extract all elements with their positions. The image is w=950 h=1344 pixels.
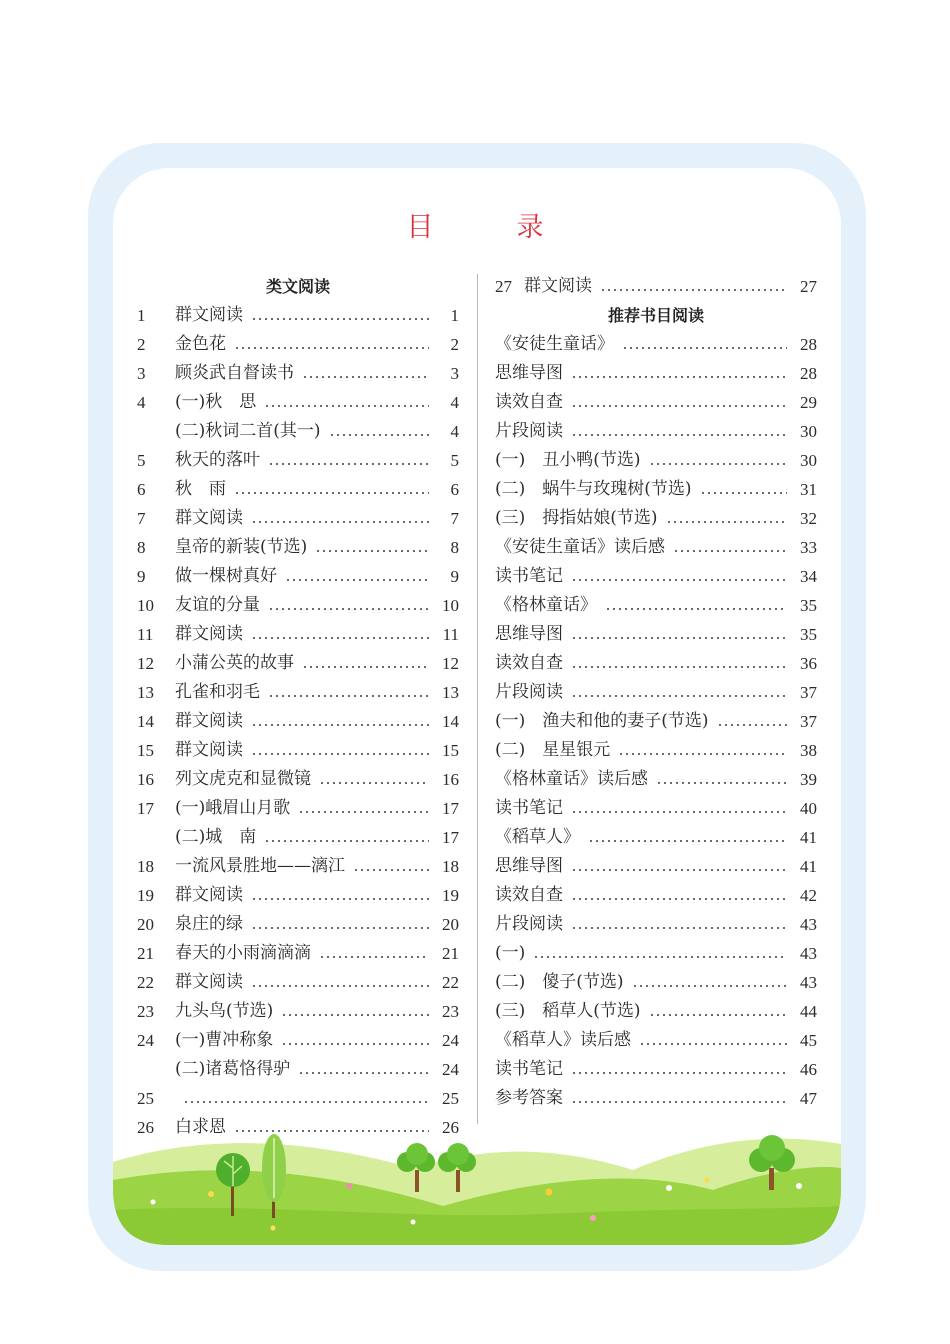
entry-page: 16 (442, 770, 459, 789)
leader-dots (302, 376, 429, 378)
entry-page: 27 (800, 277, 817, 296)
entry-page: 39 (800, 770, 817, 789)
entry-label: 列文虎克和显微镜 (175, 769, 311, 789)
toc-entry[interactable] (495, 823, 817, 852)
leader-dots (618, 753, 787, 755)
entry-page: 43 (800, 944, 817, 963)
toc-right-column (495, 272, 817, 1113)
section-heading-right: 推荐书目阅读 (607, 306, 704, 325)
leader-dots (571, 869, 787, 871)
toc-entry[interactable] (137, 446, 459, 475)
entry-label: (一) 丑小鸭(节选) (495, 450, 641, 470)
entry-number: 20 (137, 915, 154, 934)
toc-entry[interactable] (137, 997, 459, 1026)
entry-label: 群文阅读 (175, 508, 243, 528)
entry-label: 小蒲公英的故事 (175, 653, 294, 673)
toc-entry[interactable] (137, 359, 459, 388)
entry-label: 《安徒生童话》读后感 (495, 537, 665, 557)
leader-dots (315, 550, 429, 552)
entry-label: 思维导图 (495, 363, 563, 383)
leader-dots (700, 492, 787, 494)
entry-label: 九头鸟(节选) (175, 1001, 274, 1021)
leader-dots (632, 985, 787, 987)
entry-label: 群文阅读 (175, 624, 243, 644)
entry-label: 片段阅读 (495, 682, 563, 702)
entry-number: 3 (137, 364, 146, 383)
entry-page: 2 (450, 335, 459, 354)
toc-entry[interactable] (137, 910, 459, 939)
leader-dots (268, 608, 429, 610)
entry-page: 38 (800, 741, 817, 760)
entry-page: 35 (800, 625, 817, 644)
toc-entry[interactable] (137, 591, 459, 620)
leader-dots (717, 724, 787, 726)
entry-label: 秋天的落叶 (175, 450, 260, 470)
entry-number: 2 (137, 335, 146, 354)
entry-label: 秋 雨 (175, 479, 226, 499)
leader-dots (353, 869, 429, 871)
entry-number: 9 (137, 567, 146, 586)
entry-page: 9 (450, 567, 459, 586)
entry-label: 读书笔记 (495, 1059, 563, 1079)
entry-label: 群文阅读 (175, 885, 243, 905)
toc-entry[interactable] (495, 794, 817, 823)
toc-entry[interactable] (495, 533, 817, 562)
entry-label: 一流风景胜地——漓江 (175, 856, 345, 876)
leader-dots (251, 753, 429, 755)
toc-entry[interactable] (137, 707, 459, 736)
entry-number: 21 (137, 944, 154, 963)
entry-page: 4 (450, 422, 459, 441)
leader-dots (571, 898, 787, 900)
toc-entry[interactable] (137, 620, 459, 649)
leader-dots (656, 782, 787, 784)
entry-page: 23 (442, 1002, 459, 1021)
entry-page: 37 (800, 683, 817, 702)
entry-label: 读效自查 (495, 653, 563, 673)
leader-dots (268, 463, 429, 465)
entry-number: 24 (137, 1031, 154, 1050)
toc-entry[interactable] (495, 678, 817, 707)
toc-entry[interactable] (495, 910, 817, 939)
entry-page: 8 (450, 538, 459, 557)
entry-page: 26 (442, 1118, 459, 1137)
toc-entry[interactable] (495, 620, 817, 649)
entry-number: 12 (137, 654, 154, 673)
entry-label: 《格林童话》 (495, 595, 597, 615)
entry-page: 17 (442, 799, 459, 818)
entry-label: 群文阅读 (175, 305, 243, 325)
leader-dots (639, 1043, 787, 1045)
entry-number: 22 (137, 973, 154, 992)
leader-dots (571, 695, 787, 697)
column-divider (477, 274, 478, 1124)
entry-label: 孔雀和羽毛 (175, 682, 260, 702)
toc-entry[interactable] (137, 388, 459, 417)
entry-page: 22 (442, 973, 459, 992)
entry-number: 15 (137, 741, 154, 760)
toc-left-list (137, 301, 459, 1142)
entry-page: 17 (442, 828, 459, 847)
leader-dots (264, 840, 429, 842)
leader-dots (571, 811, 787, 813)
entry-number: 16 (137, 770, 154, 789)
toc-entry[interactable] (137, 823, 459, 852)
toc-entry[interactable] (137, 939, 459, 968)
entry-page: 24 (442, 1060, 459, 1079)
entry-label: (二)城 南 (175, 827, 257, 847)
toc-entry[interactable] (495, 1055, 817, 1084)
entry-label: 读效自查 (495, 392, 563, 412)
toc-entry[interactable] (495, 881, 817, 910)
entry-label: 做一棵树真好 (175, 566, 277, 586)
toc-entry[interactable] (137, 736, 459, 765)
toc-entry[interactable] (495, 388, 817, 417)
entry-page: 18 (442, 857, 459, 876)
entry-number: 27 (495, 277, 512, 296)
leader-dots (571, 434, 787, 436)
entry-page: 21 (442, 944, 459, 963)
entry-label: (二) 星星银元 (495, 740, 611, 760)
toc-entry[interactable] (137, 475, 459, 504)
leader-dots (298, 1072, 429, 1074)
toc-entry[interactable] (137, 1084, 459, 1113)
entry-label: (一) 渔夫和他的妻子(节选) (495, 711, 709, 731)
entry-label: 读效自查 (495, 885, 563, 905)
entry-page: 41 (800, 857, 817, 876)
toc-entry[interactable] (495, 997, 817, 1026)
leader-dots (571, 666, 787, 668)
toc-entry[interactable] (137, 852, 459, 881)
leader-dots (251, 724, 429, 726)
leader-dots (302, 666, 429, 668)
entry-label: (一)峨眉山月歌 (175, 798, 291, 818)
leader-dots (533, 956, 787, 958)
toc-entry[interactable] (137, 1055, 459, 1084)
leader-dots (234, 347, 429, 349)
entry-label: (二)诸葛恪得驴 (175, 1059, 291, 1079)
entry-number: 14 (137, 712, 154, 731)
entry-label: 群文阅读 (175, 740, 243, 760)
toc-right-list (495, 330, 817, 1113)
entry-page: 4 (450, 393, 459, 412)
entry-label: 片段阅读 (495, 914, 563, 934)
entry-page: 13 (442, 683, 459, 702)
leader-dots (285, 579, 429, 581)
entry-page: 35 (800, 596, 817, 615)
entry-label: 金色花 (175, 334, 226, 354)
entry-page: 20 (442, 915, 459, 934)
entry-page: 36 (800, 654, 817, 673)
entry-number: 26 (137, 1118, 154, 1137)
toc-entry[interactable] (495, 939, 817, 968)
leader-dots (571, 637, 787, 639)
entry-page: 25 (442, 1089, 459, 1108)
toc-entry[interactable] (137, 533, 459, 562)
entry-number: 25 (137, 1089, 154, 1108)
entry-page: 14 (442, 712, 459, 731)
entry-page: 30 (800, 422, 817, 441)
entry-label: (二) 蜗牛与玫瑰树(节选) (495, 479, 692, 499)
entry-label: (二)秋词二首(其一) (175, 421, 321, 441)
entry-page: 43 (800, 915, 817, 934)
toc-entry[interactable] (495, 736, 817, 765)
entry-label: 《稻草人》读后感 (495, 1030, 631, 1050)
toc-left-column (137, 272, 459, 1142)
entry-label: (二) 傻子(节选) (495, 972, 624, 992)
leader-dots (571, 376, 787, 378)
toc-entry[interactable] (137, 649, 459, 678)
entry-page: 19 (442, 886, 459, 905)
toc-entry[interactable] (137, 562, 459, 591)
leader-dots (268, 695, 429, 697)
entry-page: 5 (450, 451, 459, 470)
leader-dots (251, 318, 429, 320)
entry-number: 17 (137, 799, 154, 818)
leader-dots (281, 1014, 429, 1016)
entry-page: 28 (800, 335, 817, 354)
entry-page: 41 (800, 828, 817, 847)
toc-entry[interactable] (495, 475, 817, 504)
toc-entry[interactable] (495, 852, 817, 881)
entry-label: 皇帝的新装(节选) (175, 537, 308, 557)
leader-dots (298, 811, 429, 813)
leader-dots (571, 405, 787, 407)
toc-entry[interactable] (495, 504, 817, 533)
entry-page: 11 (442, 625, 459, 644)
page-title: 目 录 (406, 212, 572, 243)
leader-dots (234, 492, 429, 494)
entry-page: 44 (800, 1002, 817, 1021)
entry-label: 群文阅读 (175, 711, 243, 731)
entry-page: 45 (800, 1031, 817, 1050)
toc-entry[interactable] (495, 446, 817, 475)
entry-page: 46 (800, 1060, 817, 1079)
entry-label: 片段阅读 (495, 421, 563, 441)
toc-entry[interactable] (137, 1026, 459, 1055)
toc-entry[interactable] (137, 794, 459, 823)
entry-number: 11 (137, 625, 154, 644)
leader-dots (251, 985, 429, 987)
leader-dots (319, 782, 429, 784)
leader-dots (605, 608, 787, 610)
entry-label: 读书笔记 (495, 798, 563, 818)
leader-dots (251, 927, 429, 929)
toc-entry[interactable] (495, 707, 817, 736)
entry-page: 29 (800, 393, 817, 412)
leader-dots (666, 521, 787, 523)
entry-label: 春天的小雨滴滴滴 (175, 943, 311, 963)
leader-dots (571, 927, 787, 929)
leader-dots (264, 405, 429, 407)
toc-entry[interactable] (137, 301, 459, 330)
entry-label: 群文阅读 (524, 276, 592, 296)
leader-dots (251, 521, 429, 523)
entry-label: 白求恩 (175, 1117, 226, 1137)
toc-entry[interactable] (495, 591, 817, 620)
entry-page: 15 (442, 741, 459, 760)
toc-entry[interactable] (137, 765, 459, 794)
toc-entry[interactable] (495, 330, 817, 359)
leader-dots (251, 637, 429, 639)
entry-page: 7 (450, 509, 459, 528)
entry-page: 33 (800, 538, 817, 557)
entry-number: 5 (137, 451, 146, 470)
entry-page: 12 (442, 654, 459, 673)
leader-dots (622, 347, 787, 349)
entry-page: 30 (800, 451, 817, 470)
entry-page: 37 (800, 712, 817, 731)
toc-entry[interactable] (137, 417, 459, 446)
toc-entry[interactable] (495, 1026, 817, 1055)
leader-dots (571, 579, 787, 581)
leader-dots (588, 840, 787, 842)
entry-label: (一)曹冲称象 (175, 1030, 274, 1050)
entry-number: 7 (137, 509, 146, 528)
entry-number: 6 (137, 480, 146, 499)
toc-entry[interactable] (495, 649, 817, 678)
meadow-svg (113, 1110, 841, 1245)
entry-label: 思维导图 (495, 624, 563, 644)
toc-entry[interactable] (495, 765, 817, 794)
toc-entry[interactable] (137, 330, 459, 359)
toc-entry[interactable] (137, 968, 459, 997)
entry-label: 《安徒生童话》 (495, 334, 614, 354)
entry-page: 40 (800, 799, 817, 818)
leader-dots (571, 1101, 787, 1103)
entry-page: 32 (800, 509, 817, 528)
entry-number: 18 (137, 857, 154, 876)
entry-label: (三) 拇指姑娘(节选) (495, 508, 658, 528)
leader-dots (329, 434, 429, 436)
entry-label: 泉庄的绿 (175, 914, 243, 934)
leader-dots (571, 1072, 787, 1074)
entry-page: 24 (442, 1031, 459, 1050)
toc-entry[interactable] (495, 968, 817, 997)
entry-label: 《稻草人》 (495, 827, 580, 847)
entry-page: 10 (442, 596, 459, 615)
toc-entry[interactable] (137, 678, 459, 707)
leader-dots (673, 550, 787, 552)
entry-label: 《格林童话》读后感 (495, 769, 648, 789)
entry-page: 3 (450, 364, 459, 383)
leader-dots (281, 1043, 429, 1045)
leader-dots (649, 463, 787, 465)
section-heading-left: 类文阅读 (265, 277, 330, 296)
toc-entry[interactable] (495, 562, 817, 591)
entry-number: 23 (137, 1002, 154, 1021)
entry-number: 4 (137, 393, 146, 412)
leader-dots (319, 956, 429, 958)
entry-page: 47 (800, 1089, 817, 1108)
entry-page: 42 (800, 886, 817, 905)
entry-page: 31 (800, 480, 817, 499)
leader-dots (649, 1014, 787, 1016)
entry-number: 8 (137, 538, 146, 557)
meadow-illustration (113, 1110, 841, 1245)
entry-page: 43 (800, 973, 817, 992)
entry-label: (一) (495, 943, 526, 963)
entry-number: 19 (137, 886, 154, 905)
entry-number: 1 (137, 306, 146, 325)
entry-page: 34 (800, 567, 817, 586)
toc-entry[interactable] (495, 359, 817, 388)
entry-label: 顾炎武自督读书 (175, 363, 294, 383)
toc-entry[interactable] (495, 417, 817, 446)
entry-label: 思维导图 (495, 856, 563, 876)
entry-number: 10 (137, 596, 154, 615)
leader-dots (600, 289, 787, 291)
entry-page: 1 (450, 306, 459, 325)
toc-entry[interactable] (495, 272, 817, 301)
entry-label: 友谊的分量 (175, 595, 260, 615)
entry-page: 28 (800, 364, 817, 383)
toc-entry[interactable] (137, 881, 459, 910)
entry-page: 6 (450, 480, 459, 499)
leader-dots (183, 1101, 429, 1103)
entry-label: 群文阅读 (175, 972, 243, 992)
toc-entry[interactable] (495, 1084, 817, 1113)
entry-label: (三) 稻草人(节选) (495, 1001, 641, 1021)
entry-label: (一)秋 思 (175, 392, 257, 412)
entry-number: 13 (137, 683, 154, 702)
toc-entry[interactable] (137, 504, 459, 533)
entry-label: 参考答案 (495, 1088, 563, 1108)
leader-dots (251, 898, 429, 900)
entry-label: 读书笔记 (495, 566, 563, 586)
